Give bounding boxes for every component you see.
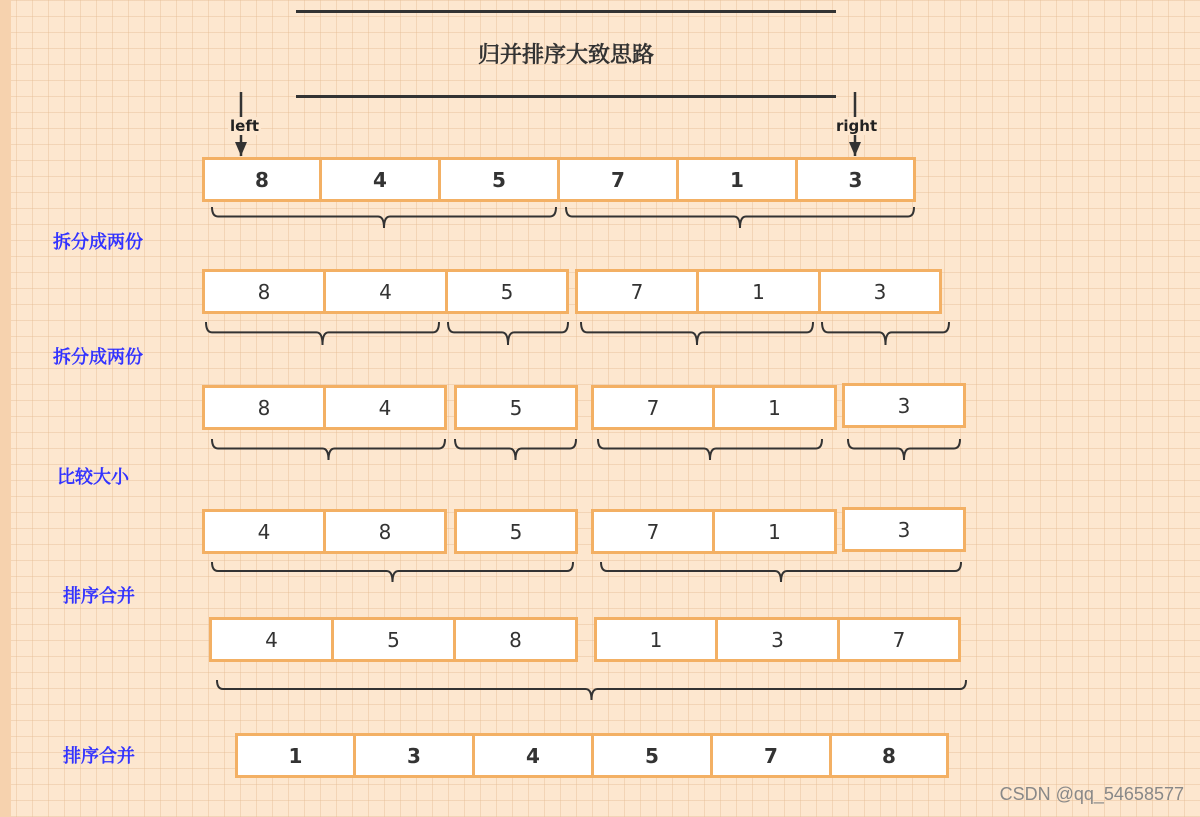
diagram-title: 归并排序大致思路 <box>477 43 654 68</box>
left-arrowhead <box>235 142 247 156</box>
array-cell: 8 <box>829 733 949 778</box>
array-cell: 7 <box>575 269 699 314</box>
array-cell: 7 <box>591 509 715 554</box>
curly-brace <box>601 562 961 582</box>
array-cell: 5 <box>454 509 578 554</box>
left-pointer-label: left <box>230 117 260 135</box>
curly-brace <box>598 439 822 460</box>
curly-brace <box>581 322 813 345</box>
curly-brace <box>566 207 914 228</box>
array-cell: 8 <box>453 617 578 662</box>
array-cell: 1 <box>676 157 798 202</box>
array-cell: 3 <box>842 507 966 552</box>
step-label-merge-1: 排序合并 <box>63 586 135 607</box>
right-arrowhead <box>849 142 861 156</box>
array-cell: 8 <box>323 509 447 554</box>
array-cell: 5 <box>454 385 578 430</box>
array-cell: 3 <box>795 157 916 202</box>
curly-brace <box>212 207 556 228</box>
step-label-compare: 比较大小 <box>57 467 129 488</box>
array-cell: 8 <box>202 269 326 314</box>
array-cell: 7 <box>557 157 679 202</box>
array-cell: 5 <box>438 157 560 202</box>
step-label-split-1: 拆分成两份 <box>53 232 143 253</box>
array-cell: 1 <box>235 733 356 778</box>
array-cell: 3 <box>818 269 942 314</box>
array-cell: 4 <box>319 157 441 202</box>
curly-brace <box>822 322 949 345</box>
step-label-merge-2: 排序合并 <box>63 746 135 767</box>
array-cell: 1 <box>712 509 837 554</box>
curly-brace <box>206 322 439 345</box>
array-cell: 1 <box>696 269 821 314</box>
array-cell: 4 <box>323 269 448 314</box>
array-cell: 4 <box>472 733 594 778</box>
array-cell: 1 <box>712 385 837 430</box>
right-pointer-label: right <box>836 117 878 135</box>
array-cell: 5 <box>591 733 713 778</box>
array-cell: 7 <box>837 617 961 662</box>
array-cell: 8 <box>202 385 326 430</box>
array-cell: 3 <box>842 383 966 428</box>
array-cell: 3 <box>715 617 840 662</box>
curly-brace <box>848 439 960 460</box>
curly-brace <box>448 322 568 345</box>
array-cell: 7 <box>591 385 715 430</box>
watermark: CSDN @qq_54658577 <box>999 784 1184 804</box>
array-cell: 4 <box>323 385 447 430</box>
array-cell: 4 <box>202 509 326 554</box>
array-cell: 7 <box>710 733 832 778</box>
curly-brace <box>212 562 573 582</box>
array-cell: 1 <box>594 617 718 662</box>
array-cell: 8 <box>202 157 322 202</box>
step-label-split-2: 拆分成两份 <box>53 347 143 368</box>
array-cell: 4 <box>209 617 334 662</box>
curly-brace <box>455 439 576 460</box>
curly-brace <box>212 439 445 460</box>
array-cell: 5 <box>331 617 456 662</box>
array-cell: 3 <box>353 733 475 778</box>
array-cell: 5 <box>445 269 569 314</box>
curly-brace <box>217 680 966 700</box>
